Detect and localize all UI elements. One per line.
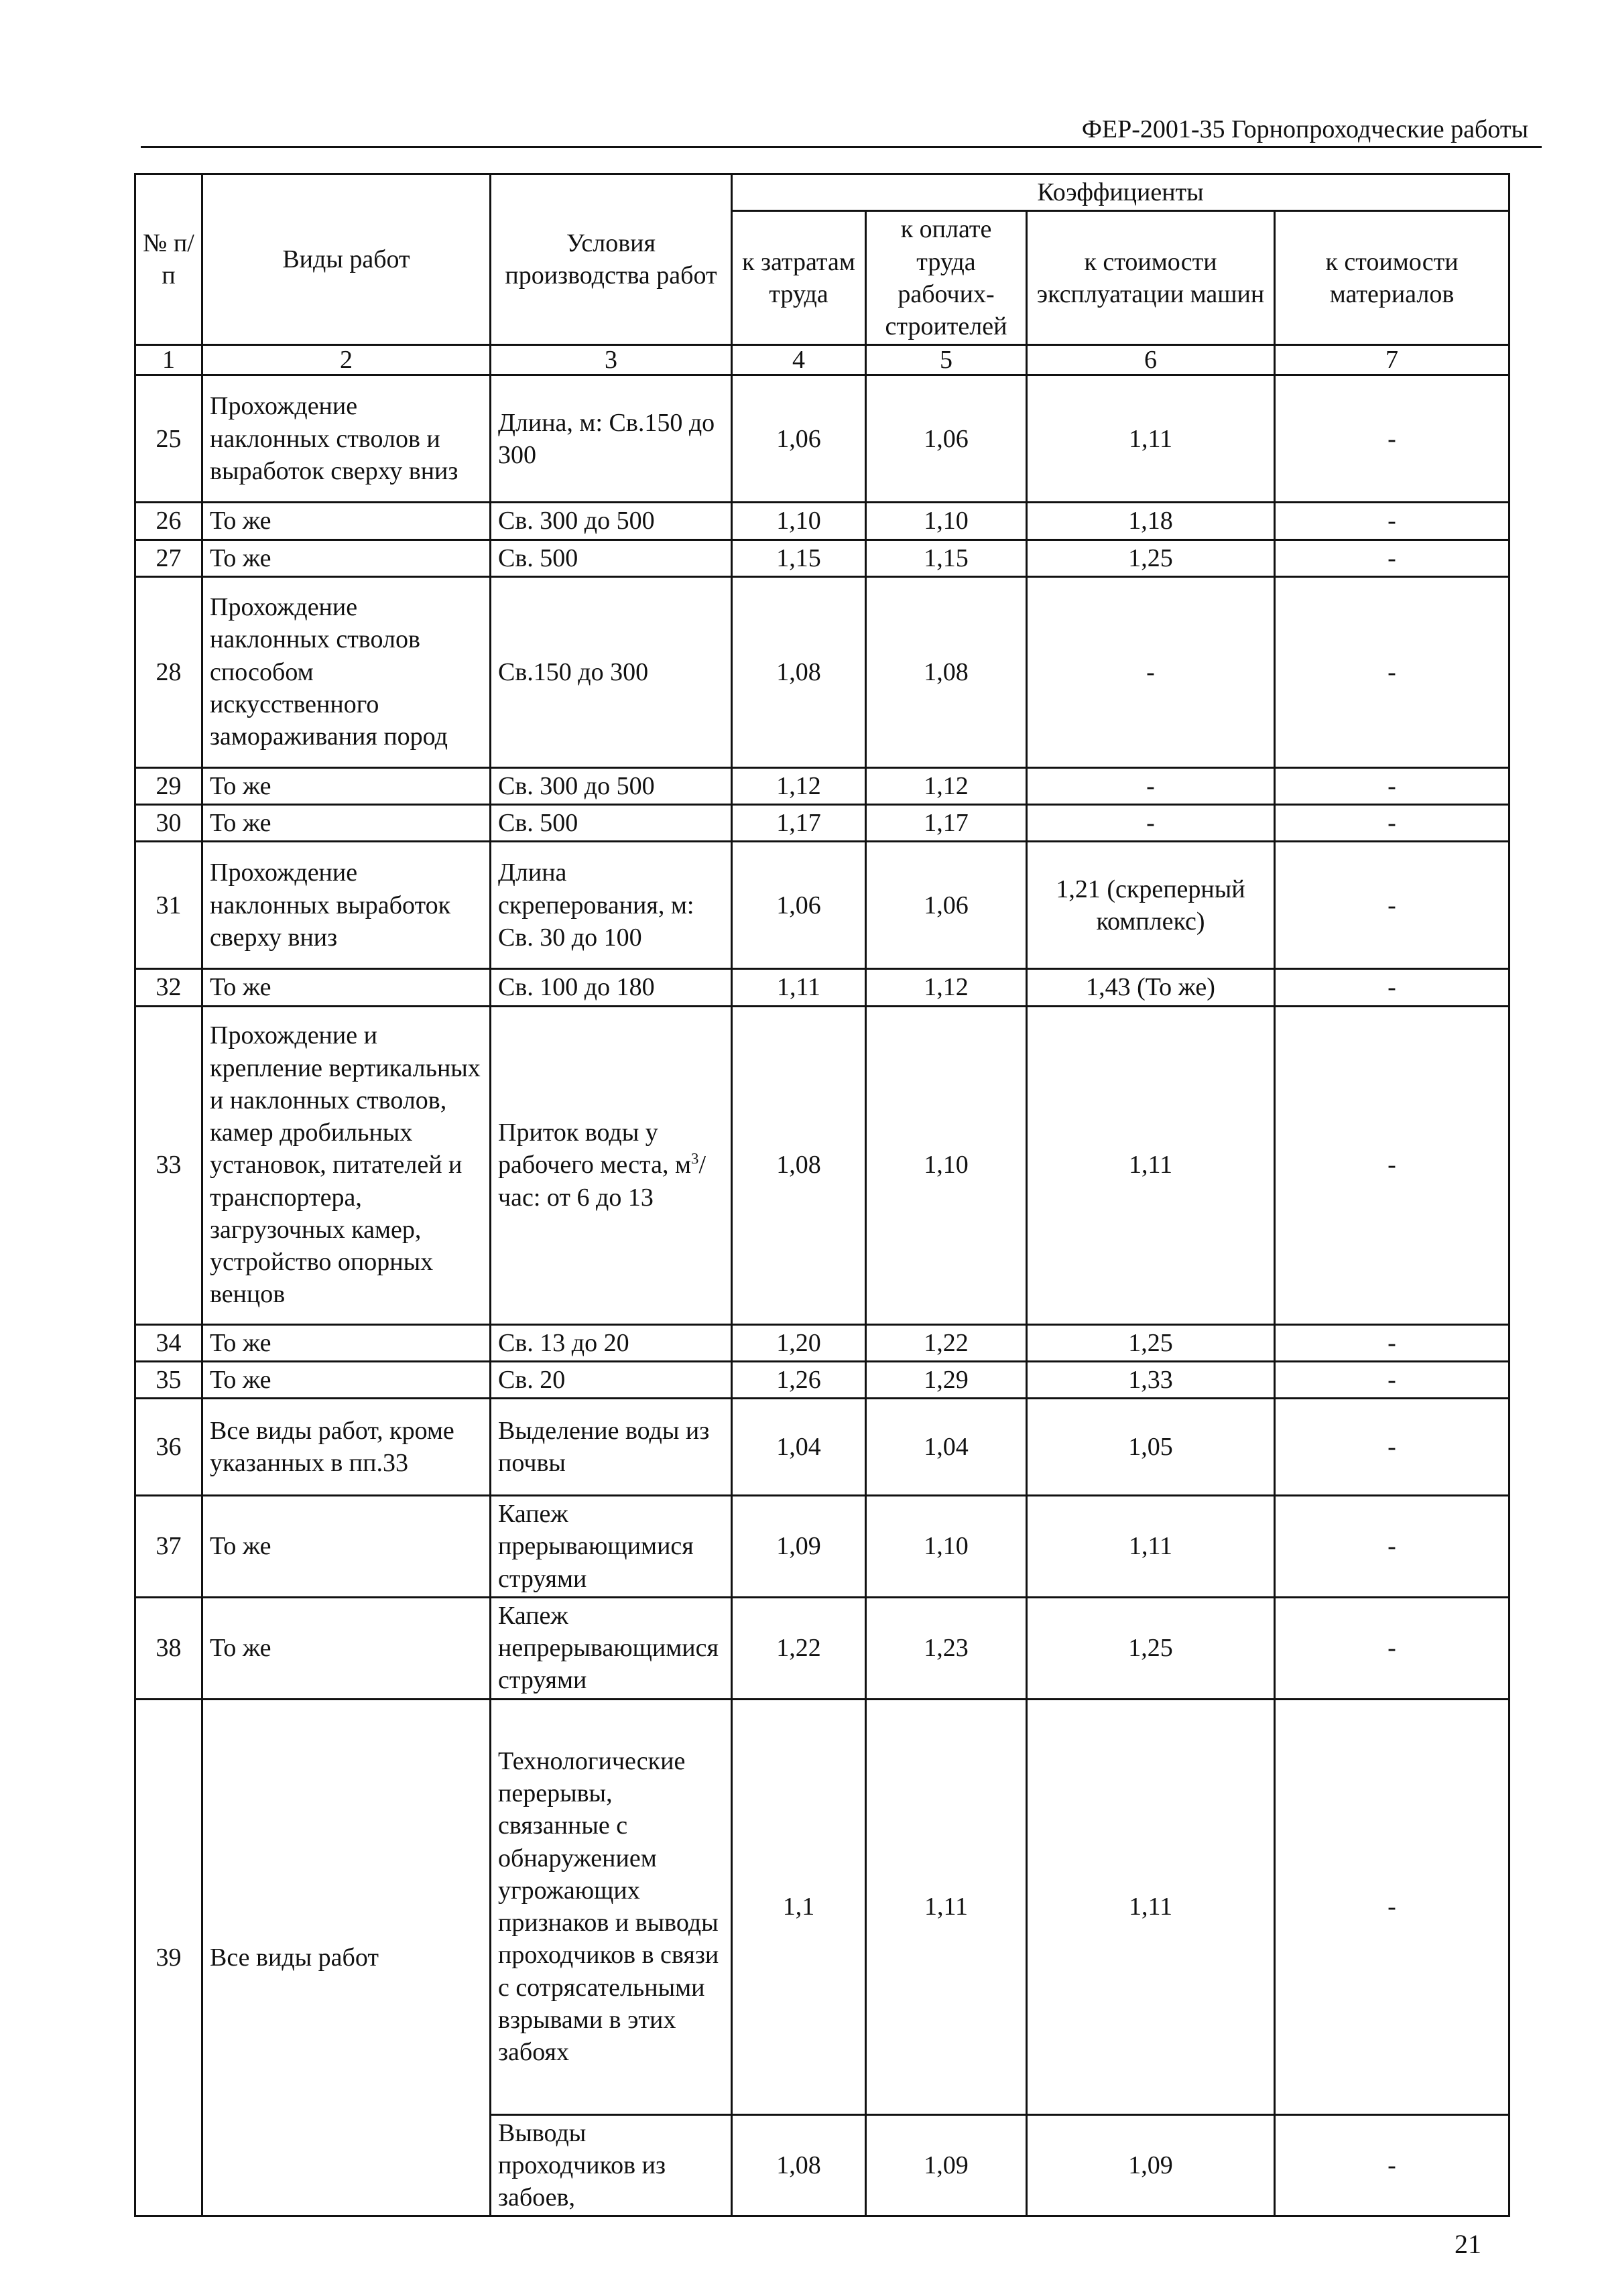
coef-machines: -: [1027, 576, 1275, 767]
coef-machines: 1,25: [1027, 1324, 1275, 1361]
coef-labor: 1,11: [732, 969, 866, 1006]
column-numbers-row: [135, 345, 1510, 375]
work-type: То же: [202, 969, 491, 1006]
coef-pay: 1,06: [866, 375, 1027, 503]
coef-machines: 1,18: [1027, 503, 1275, 539]
coef-pay: 1,10: [866, 1496, 1027, 1598]
coef-labor: 1,26: [732, 1361, 866, 1398]
coef-labor: 1,04: [732, 1399, 866, 1496]
column-number: 5: [866, 345, 1027, 375]
conditions: Капеж непрерывающимися струями: [491, 1597, 732, 1699]
column-number: 4: [732, 345, 866, 375]
conditions: Св. 13 до 20: [491, 1324, 732, 1361]
coef-materials: -: [1275, 2114, 1510, 2216]
coef-machines: 1,09: [1027, 2114, 1275, 2216]
work-type: То же: [202, 1324, 491, 1361]
header-works: Виды работ: [202, 174, 491, 345]
coef-labor: 1,1: [732, 1699, 866, 2114]
table-row: [135, 969, 1510, 1006]
row-number: 39: [135, 1699, 202, 2216]
column-number: 2: [202, 345, 491, 375]
conditions: [491, 1006, 732, 1324]
coef-pay: 1,12: [866, 969, 1027, 1006]
coef-pay: 1,11: [866, 1699, 1027, 2114]
header-labor: к затратам труда: [732, 211, 866, 345]
coef-pay: 1,10: [866, 503, 1027, 539]
conditions: Св. 500: [491, 805, 732, 842]
work-type: То же: [202, 1361, 491, 1398]
coef-materials: -: [1275, 767, 1510, 804]
conditions-text-cont: /час: от 6 до 13: [498, 1151, 706, 1212]
row-number: 33: [135, 1006, 202, 1324]
work-type: Прохождение и крепление вертикальных и наклонных стволов, камер дробильных установок, питателей и транспортера, загрузочных камер, устройство опорных венцов: [202, 1006, 491, 1324]
conditions: Св.150 до 300: [491, 576, 732, 767]
coef-pay: 1,12: [866, 767, 1027, 804]
header-materials: к стоимости материалов: [1275, 211, 1510, 345]
row-number: 37: [135, 1496, 202, 1598]
coef-materials: -: [1275, 539, 1510, 576]
work-type: Прохождение наклонных выработок сверху вниз: [202, 842, 491, 969]
coef-materials: -: [1275, 375, 1510, 503]
row-number: 36: [135, 1399, 202, 1496]
coef-pay: 1,04: [866, 1399, 1027, 1496]
table-row: [135, 375, 1510, 503]
table-row: [135, 576, 1510, 767]
coef-labor: 1,06: [732, 375, 866, 503]
conditions: Св. 100 до 180: [491, 969, 732, 1006]
header-conditions: Условия производства работ: [491, 174, 732, 345]
coef-pay: 1,06: [866, 842, 1027, 969]
coef-materials: -: [1275, 1324, 1510, 1361]
coef-labor: 1,08: [732, 2114, 866, 2216]
conditions: Св. 20: [491, 1361, 732, 1398]
coef-pay: 1,08: [866, 576, 1027, 767]
conditions: Св. 300 до 500: [491, 503, 732, 539]
header-pay: к оплате труда рабочих-строителей: [866, 211, 1027, 345]
conditions-text: Приток воды у рабочего места, м: [498, 1119, 692, 1179]
conditions: Длина, м: Св.150 до 300: [491, 375, 732, 503]
header-num: № п/п: [135, 174, 202, 345]
column-number: 3: [491, 345, 732, 375]
coef-machines: 1,05: [1027, 1399, 1275, 1496]
coef-pay: 1,17: [866, 805, 1027, 842]
coef-machines: 1,21 (скреперный комплекс): [1027, 842, 1275, 969]
column-number: 1: [135, 345, 202, 375]
coef-labor: 1,10: [732, 503, 866, 539]
conditions: Выделение воды из почвы: [491, 1399, 732, 1496]
coef-materials: -: [1275, 1399, 1510, 1496]
coef-materials: -: [1275, 1699, 1510, 2114]
coef-machines: 1,43 (То же): [1027, 969, 1275, 1006]
coef-pay: 1,10: [866, 1006, 1027, 1324]
document-title: ФЕР-2001-35 Горнопроходческие работы: [1081, 115, 1528, 143]
coef-labor: 1,17: [732, 805, 866, 842]
coef-materials: -: [1275, 503, 1510, 539]
conditions: Выводы проходчиков из забоев,: [491, 2114, 732, 2216]
table-row: [135, 1399, 1510, 1496]
coef-labor: 1,15: [732, 539, 866, 576]
work-type: То же: [202, 1496, 491, 1598]
coef-pay: 1,23: [866, 1597, 1027, 1699]
work-type: То же: [202, 503, 491, 539]
column-number: 6: [1027, 345, 1275, 375]
coef-machines: 1,11: [1027, 1006, 1275, 1324]
row-number: 29: [135, 767, 202, 804]
coef-labor: 1,08: [732, 576, 866, 767]
coef-machines: 1,25: [1027, 539, 1275, 576]
coef-machines: 1,11: [1027, 1496, 1275, 1598]
row-number: 28: [135, 576, 202, 767]
work-type: То же: [202, 1597, 491, 1699]
coef-materials: -: [1275, 1496, 1510, 1598]
table-row: [135, 1361, 1510, 1398]
row-number: 34: [135, 1324, 202, 1361]
row-number: 27: [135, 539, 202, 576]
coef-machines: 1,25: [1027, 1597, 1275, 1699]
coef-machines: -: [1027, 805, 1275, 842]
table-row: [135, 503, 1510, 539]
conditions: Св. 500: [491, 539, 732, 576]
coef-pay: 1,15: [866, 539, 1027, 576]
work-type: То же: [202, 539, 491, 576]
coef-machines: -: [1027, 767, 1275, 804]
work-type: То же: [202, 805, 491, 842]
table-row: [135, 1324, 1510, 1361]
table-row: [135, 1006, 1510, 1324]
coef-machines: 1,11: [1027, 1699, 1275, 2114]
work-type: Все виды работ: [202, 1699, 491, 2216]
table-row: [135, 539, 1510, 576]
coef-labor: 1,22: [732, 1597, 866, 1699]
header-machines: к стоимости эксплуатации машин: [1027, 211, 1275, 345]
work-type: Все виды работ, кроме указанных в пп.33: [202, 1399, 491, 1496]
coef-pay: 1,09: [866, 2114, 1027, 2216]
coef-pay: 1,29: [866, 1361, 1027, 1398]
row-number: 25: [135, 375, 202, 503]
coef-materials: -: [1275, 1597, 1510, 1699]
work-type: Прохождение наклонных стволов и выработок сверху вниз: [202, 375, 491, 503]
header-coefficients: Коэффициенты: [732, 174, 1510, 211]
column-number: 7: [1275, 345, 1510, 375]
coef-labor: 1,09: [732, 1496, 866, 1598]
coef-materials: -: [1275, 969, 1510, 1006]
coef-machines: 1,33: [1027, 1361, 1275, 1398]
conditions: Длина скреперования, м: Св. 30 до 100: [491, 842, 732, 969]
row-number: 32: [135, 969, 202, 1006]
coef-materials: -: [1275, 805, 1510, 842]
coef-labor: 1,12: [732, 767, 866, 804]
coef-machines: 1,11: [1027, 375, 1275, 503]
conditions: Технологические перерывы, связанные с обнаружением угрожающих признаков и выводы проходчиков в связи с сотрясательными взрывами в этих забоях: [491, 1699, 732, 2114]
row-number: 38: [135, 1597, 202, 1699]
coef-materials: -: [1275, 576, 1510, 767]
row-number: 26: [135, 503, 202, 539]
row-number: 35: [135, 1361, 202, 1398]
table-row: [135, 1597, 1510, 1699]
table-row: [135, 1699, 1510, 2114]
coefficients-table: [134, 173, 1510, 2217]
coef-labor: 1,20: [732, 1324, 866, 1361]
coef-labor: 1,08: [732, 1006, 866, 1324]
superscript: 3: [691, 1150, 699, 1167]
row-number: 30: [135, 805, 202, 842]
table-row: [135, 805, 1510, 842]
coef-materials: -: [1275, 842, 1510, 969]
table-row: [135, 842, 1510, 969]
page-number: 21: [1455, 2229, 1481, 2259]
work-type: Прохождение наклонных стволов способом искусственного замораживания пород: [202, 576, 491, 767]
table-row: [135, 1496, 1510, 1598]
coef-pay: 1,22: [866, 1324, 1027, 1361]
table-row: [135, 767, 1510, 804]
page-header: [141, 113, 1542, 148]
coef-materials: -: [1275, 1361, 1510, 1398]
row-number: 31: [135, 842, 202, 969]
coef-labor: 1,06: [732, 842, 866, 969]
coef-materials: -: [1275, 1006, 1510, 1324]
conditions: Св. 300 до 500: [491, 767, 732, 804]
work-type: То же: [202, 767, 491, 804]
conditions: Капеж прерывающимися струями: [491, 1496, 732, 1598]
